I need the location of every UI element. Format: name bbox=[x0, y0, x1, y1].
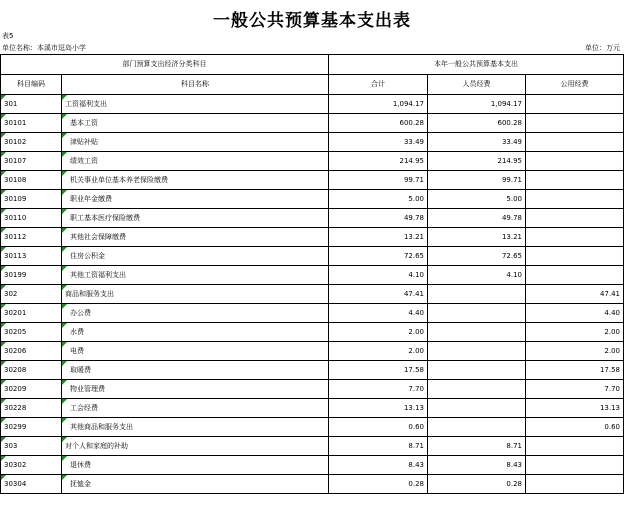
total-cell: 8.43 bbox=[329, 456, 428, 475]
subject-name-cell: 商品和服务支出 bbox=[62, 285, 329, 304]
subject-name-cell: 绩效工资 bbox=[62, 152, 329, 171]
table-row bbox=[1, 361, 624, 380]
table-row bbox=[1, 228, 624, 247]
subject-code-cell: 30299 bbox=[1, 418, 62, 437]
personnel-cell: 1,094.17 bbox=[428, 95, 526, 114]
table-row bbox=[1, 133, 624, 152]
total-cell: 49.78 bbox=[329, 209, 428, 228]
subject-name-cell: 其他工资福利支出 bbox=[62, 266, 329, 285]
public-cell bbox=[526, 228, 624, 247]
total-cell: 5.00 bbox=[329, 190, 428, 209]
subject-code-cell: 30206 bbox=[1, 342, 62, 361]
personnel-cell bbox=[428, 418, 526, 437]
subject-name-cell: 机关事业单位基本养老保险缴费 bbox=[62, 171, 329, 190]
subject-name-cell: 工会经费 bbox=[62, 399, 329, 418]
public-cell: 2.00 bbox=[526, 342, 624, 361]
subject-code-cell: 30110 bbox=[1, 209, 62, 228]
header-total: 合计 bbox=[329, 75, 428, 95]
header-row-group bbox=[1, 55, 624, 75]
total-cell: 0.28 bbox=[329, 475, 428, 494]
public-cell: 4.40 bbox=[526, 304, 624, 323]
header-subject-code: 科目编码 bbox=[1, 75, 62, 95]
public-cell bbox=[526, 171, 624, 190]
table-row bbox=[1, 437, 624, 456]
total-cell: 4.40 bbox=[329, 304, 428, 323]
subject-name-cell: 对个人和家庭的补助 bbox=[62, 437, 329, 456]
total-cell: 13.21 bbox=[329, 228, 428, 247]
table-row bbox=[1, 475, 624, 494]
public-cell bbox=[526, 209, 624, 228]
table-number: 表5 bbox=[2, 32, 14, 40]
public-cell bbox=[526, 247, 624, 266]
personnel-cell bbox=[428, 342, 526, 361]
personnel-cell bbox=[428, 304, 526, 323]
table-row bbox=[1, 114, 624, 133]
table-row bbox=[1, 266, 624, 285]
table-row bbox=[1, 209, 624, 228]
personnel-cell: 99.71 bbox=[428, 171, 526, 190]
report-title: 一般公共预算基本支出表 bbox=[213, 11, 411, 31]
subject-code-cell: 30109 bbox=[1, 190, 62, 209]
subject-code-cell: 30113 bbox=[1, 247, 62, 266]
public-cell bbox=[526, 190, 624, 209]
table-row bbox=[1, 171, 624, 190]
table-row bbox=[1, 380, 624, 399]
unit-name: 单位名称：本溪市逗岛小学 bbox=[2, 44, 86, 52]
subject-name-cell: 其他社会保障缴费 bbox=[62, 228, 329, 247]
subject-code-cell: 30108 bbox=[1, 171, 62, 190]
table-row bbox=[1, 190, 624, 209]
subject-name-cell: 基本工资 bbox=[62, 114, 329, 133]
subject-name-cell: 电费 bbox=[62, 342, 329, 361]
personnel-cell: 8.43 bbox=[428, 456, 526, 475]
personnel-cell: 4.10 bbox=[428, 266, 526, 285]
total-cell: 0.60 bbox=[329, 418, 428, 437]
subject-code-cell: 303 bbox=[1, 437, 62, 456]
personnel-cell: 72.65 bbox=[428, 247, 526, 266]
table-body bbox=[1, 55, 624, 494]
total-cell: 214.95 bbox=[329, 152, 428, 171]
personnel-cell bbox=[428, 399, 526, 418]
subject-name-cell: 职工基本医疗保险缴费 bbox=[62, 209, 329, 228]
table-row bbox=[1, 152, 624, 171]
total-cell: 47.41 bbox=[329, 285, 428, 304]
public-cell: 7.70 bbox=[526, 380, 624, 399]
personnel-cell bbox=[428, 323, 526, 342]
subject-name-cell: 办公费 bbox=[62, 304, 329, 323]
subject-code-cell: 301 bbox=[1, 95, 62, 114]
header-personnel: 人员经费 bbox=[428, 75, 526, 95]
subject-code-cell: 30101 bbox=[1, 114, 62, 133]
total-cell: 72.65 bbox=[329, 247, 428, 266]
table-row bbox=[1, 418, 624, 437]
subject-code-cell: 30302 bbox=[1, 456, 62, 475]
total-cell: 17.58 bbox=[329, 361, 428, 380]
public-cell bbox=[526, 114, 624, 133]
subject-code-cell: 30228 bbox=[1, 399, 62, 418]
total-cell: 4.10 bbox=[329, 266, 428, 285]
header-public: 公用经费 bbox=[526, 75, 624, 95]
table-row bbox=[1, 95, 624, 114]
total-cell: 2.00 bbox=[329, 323, 428, 342]
total-cell: 1,094.17 bbox=[329, 95, 428, 114]
personnel-cell: 5.00 bbox=[428, 190, 526, 209]
personnel-cell: 49.78 bbox=[428, 209, 526, 228]
public-cell: 17.58 bbox=[526, 361, 624, 380]
subject-name-cell: 住房公积金 bbox=[62, 247, 329, 266]
total-cell: 2.00 bbox=[329, 342, 428, 361]
subject-name-cell: 取暖费 bbox=[62, 361, 329, 380]
header-row-columns bbox=[1, 75, 624, 95]
subject-name-cell: 退休费 bbox=[62, 456, 329, 475]
personnel-cell: 8.71 bbox=[428, 437, 526, 456]
total-cell: 13.13 bbox=[329, 399, 428, 418]
subject-code-cell: 30199 bbox=[1, 266, 62, 285]
personnel-cell: 33.49 bbox=[428, 133, 526, 152]
total-cell: 99.71 bbox=[329, 171, 428, 190]
subject-code-cell: 30304 bbox=[1, 475, 62, 494]
header-econ-classification: 部门预算支出经济分类科目 bbox=[1, 55, 329, 75]
subject-name-cell: 津贴补贴 bbox=[62, 133, 329, 152]
table-row bbox=[1, 399, 624, 418]
subject-code-cell: 30209 bbox=[1, 380, 62, 399]
public-cell: 47.41 bbox=[526, 285, 624, 304]
public-cell bbox=[526, 266, 624, 285]
personnel-cell: 214.95 bbox=[428, 152, 526, 171]
public-cell bbox=[526, 475, 624, 494]
subject-name-cell: 物业管理费 bbox=[62, 380, 329, 399]
public-cell: 13.13 bbox=[526, 399, 624, 418]
expenditure-table bbox=[0, 54, 624, 494]
table-row bbox=[1, 342, 624, 361]
public-cell bbox=[526, 133, 624, 152]
personnel-cell: 13.21 bbox=[428, 228, 526, 247]
personnel-cell bbox=[428, 361, 526, 380]
personnel-cell: 600.28 bbox=[428, 114, 526, 133]
total-cell: 33.49 bbox=[329, 133, 428, 152]
subject-code-cell: 30201 bbox=[1, 304, 62, 323]
subject-code-cell: 30208 bbox=[1, 361, 62, 380]
public-cell bbox=[526, 95, 624, 114]
subject-name-cell: 工资福利支出 bbox=[62, 95, 329, 114]
header-current-year-basic: 本年一般公共预算基本支出 bbox=[329, 55, 624, 75]
header-subject-name: 科目名称 bbox=[62, 75, 329, 95]
total-cell: 8.71 bbox=[329, 437, 428, 456]
subject-code-cell: 30205 bbox=[1, 323, 62, 342]
total-cell: 7.70 bbox=[329, 380, 428, 399]
subject-name-cell: 抚恤金 bbox=[62, 475, 329, 494]
subject-code-cell: 302 bbox=[1, 285, 62, 304]
subject-name-cell: 其他商品和服务支出 bbox=[62, 418, 329, 437]
subject-name-cell: 职业年金缴费 bbox=[62, 190, 329, 209]
public-cell: 2.00 bbox=[526, 323, 624, 342]
table-row bbox=[1, 304, 624, 323]
subject-name-cell: 水费 bbox=[62, 323, 329, 342]
public-cell bbox=[526, 437, 624, 456]
total-cell: 600.28 bbox=[329, 114, 428, 133]
personnel-cell: 0.28 bbox=[428, 475, 526, 494]
currency-unit: 单位：万元 bbox=[585, 44, 620, 52]
table-row bbox=[1, 285, 624, 304]
subject-code-cell: 30112 bbox=[1, 228, 62, 247]
public-cell bbox=[526, 152, 624, 171]
table-row bbox=[1, 247, 624, 266]
subject-code-cell: 30107 bbox=[1, 152, 62, 171]
public-cell: 0.60 bbox=[526, 418, 624, 437]
public-cell bbox=[526, 456, 624, 475]
personnel-cell bbox=[428, 285, 526, 304]
table-row bbox=[1, 456, 624, 475]
personnel-cell bbox=[428, 380, 526, 399]
subject-code-cell: 30102 bbox=[1, 133, 62, 152]
table-row bbox=[1, 323, 624, 342]
